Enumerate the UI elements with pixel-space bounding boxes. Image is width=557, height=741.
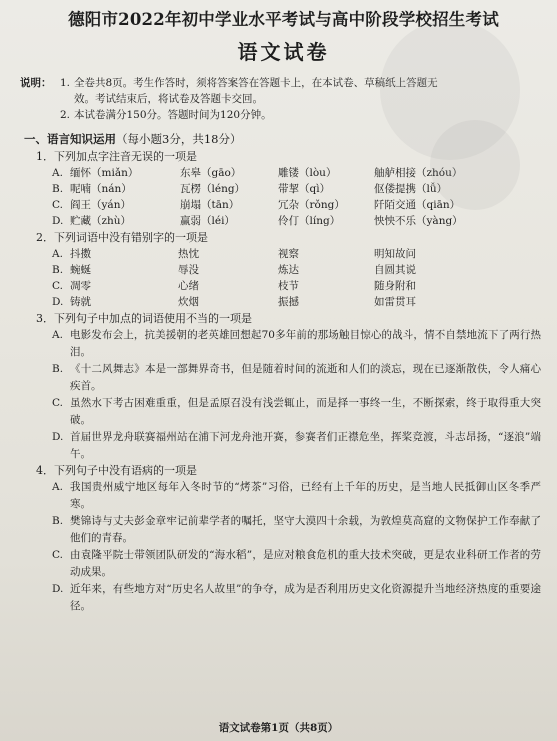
option-text: 樊锦诗与丈夫彭金章牢记前辈学者的嘱托，坚守大漠四十余载，为敦煌莫高窟的文物保护工作奉献了他们的青春。	[70, 515, 541, 544]
option-item	[52, 547, 547, 580]
watermark-circle	[430, 120, 520, 210]
option-cell: 舳舻相接（zhóu）	[374, 167, 463, 179]
question-stem: 1．下列加点字注音无误的一项是	[36, 150, 197, 163]
section-score-note: （每小题3分，共18分）	[116, 132, 242, 146]
option-letter: B.	[52, 183, 64, 195]
option-letter: A.	[52, 481, 63, 493]
option-letter: A.	[52, 248, 63, 260]
option-letter: B.	[52, 363, 64, 375]
option-letter: C.	[52, 199, 63, 211]
option-text: 由袁隆平院士带领团队研发的“海水稻”，是应对粮食危机的重大技术突破，更是农业科研工作者的劳动成果。	[70, 549, 541, 578]
option-cell: 抖擞	[70, 248, 91, 260]
option-item	[52, 361, 547, 394]
option-cell: 辱没	[178, 264, 199, 276]
option-cell: 赢弱（léi）	[180, 215, 235, 227]
option-cell: 东皋（gāo）	[180, 167, 242, 179]
option-cell: 冗杂（rǒng）	[278, 199, 345, 211]
question-options	[52, 327, 547, 462]
option-cell: 蜿蜒	[70, 264, 91, 276]
option-cell: 呢喃（nán）	[70, 183, 132, 195]
option-cell: 雕镂（lòu）	[278, 167, 337, 179]
option-letter: A.	[52, 167, 63, 179]
option-cell: 缅怀（miǎn）	[70, 167, 139, 179]
option-cell: 明知故问	[374, 248, 416, 260]
option-text: 电影发布会上，抗美援朝的老英雄回想起70多年前的那场触目惊心的战斗，情不自禁地流下了两行热泪。	[70, 329, 541, 358]
option-letter: C.	[52, 397, 63, 409]
option-letter: D.	[52, 215, 64, 227]
option-cell: 阡陌交通（qiān）	[374, 199, 461, 211]
option-text: 首届世界龙舟联赛福州站在浦下河龙舟池开赛，参赛者们正襟危坐，挥桨竞渡，斗志昂扬，“逐浪”端午。	[70, 431, 541, 460]
instruction-number: 1.	[60, 77, 71, 89]
exam-header-title: 德阳市2022年初中学业水平考试与高中阶段学校招生考试	[68, 10, 499, 29]
option-text: 《十二风舞志》本是一部舞界奇书，但是随着时间的流逝和人们的淡忘，现在已逐渐散佚，令人痛心疾首。	[70, 363, 541, 392]
option-cell: 伶仃（líng）	[278, 215, 341, 227]
option-letter: B.	[52, 264, 64, 276]
option-cell: 自圆其说	[374, 264, 416, 276]
option-text: 虽然水下考古困难重重，但是孟原召没有浅尝辄止，而是择一事终一生，不断探索，终于取得重大突破。	[70, 397, 541, 426]
instruction-text: 全卷共8页。考生作答时，须将答案答在答题卡上，在本试卷、草稿纸上答题无	[74, 77, 438, 89]
question-options	[52, 479, 547, 614]
instructions-label: 说明：	[20, 77, 52, 89]
option-cell: 心绪	[178, 280, 199, 292]
option-cell: 伛偻提携（lǚ）	[374, 183, 448, 195]
option-cell: 怏怏不乐（yàng）	[374, 215, 463, 227]
question-options	[52, 246, 547, 310]
option-item	[52, 479, 547, 512]
option-item	[52, 327, 547, 360]
option-cell: 随身附和	[374, 280, 416, 292]
option-cell: 振撼	[278, 296, 299, 308]
option-cell: 热忱	[178, 248, 199, 260]
instruction-number: 2.	[60, 109, 71, 121]
option-cell: 炊烟	[178, 296, 199, 308]
exam-name: 语文试卷	[237, 40, 330, 64]
option-cell: 贮藏（zhù）	[70, 215, 132, 227]
option-cell: 崩塌（tān）	[180, 199, 240, 211]
page-footer: 语文试卷第1页（共8页）	[218, 722, 339, 734]
option-item	[52, 513, 547, 546]
option-letter: D.	[52, 296, 64, 308]
option-letter: D.	[52, 431, 64, 443]
option-cell: 视察	[278, 248, 299, 260]
option-row	[52, 246, 547, 262]
option-row	[52, 213, 547, 229]
option-item	[52, 581, 547, 614]
option-cell: 阎王（yán）	[70, 199, 131, 211]
option-cell: 瓦楞（léng）	[180, 183, 246, 195]
option-cell: 凋零	[70, 280, 91, 292]
option-item	[52, 429, 547, 462]
option-row	[52, 294, 547, 310]
option-text: 我国贵州威宁地区每年入冬时节的“烤茶”习俗，已经有上千年的历史，是当地人民抵御山区冬季严寒。	[70, 481, 541, 510]
instruction-text: 本试卷满分150分。答题时间为120分钟。	[74, 109, 272, 121]
option-cell: 炼达	[278, 264, 299, 276]
option-cell: 铸就	[70, 296, 91, 308]
option-cell: 带挈（qì）	[278, 183, 331, 195]
option-letter: D.	[52, 583, 64, 595]
section-title: 一、语言知识运用	[24, 132, 116, 146]
option-letter: C.	[52, 280, 63, 292]
question-stem: 2．下列词语中没有错别字的一项是	[36, 231, 208, 244]
question-stem: 3．下列句子中加点的词语使用不当的一项是	[36, 312, 252, 325]
option-letter: B.	[52, 515, 64, 527]
instruction-text: 效。考试结束后，将试卷及答题卡交回。	[74, 93, 263, 105]
question-stem: 4．下列句子中没有语病的一项是	[36, 464, 197, 477]
option-text: 近年来，有些地方对“历史名人故里”的争夺，成为是否利用历史文化资源提升当地经济热度的重要途径。	[70, 583, 541, 612]
option-row	[52, 262, 547, 278]
option-row	[52, 278, 547, 294]
option-cell: 如雷贯耳	[374, 296, 416, 308]
option-cell: 枝节	[278, 280, 299, 292]
option-item	[52, 395, 547, 428]
option-letter: A.	[52, 329, 63, 341]
option-letter: C.	[52, 549, 63, 561]
